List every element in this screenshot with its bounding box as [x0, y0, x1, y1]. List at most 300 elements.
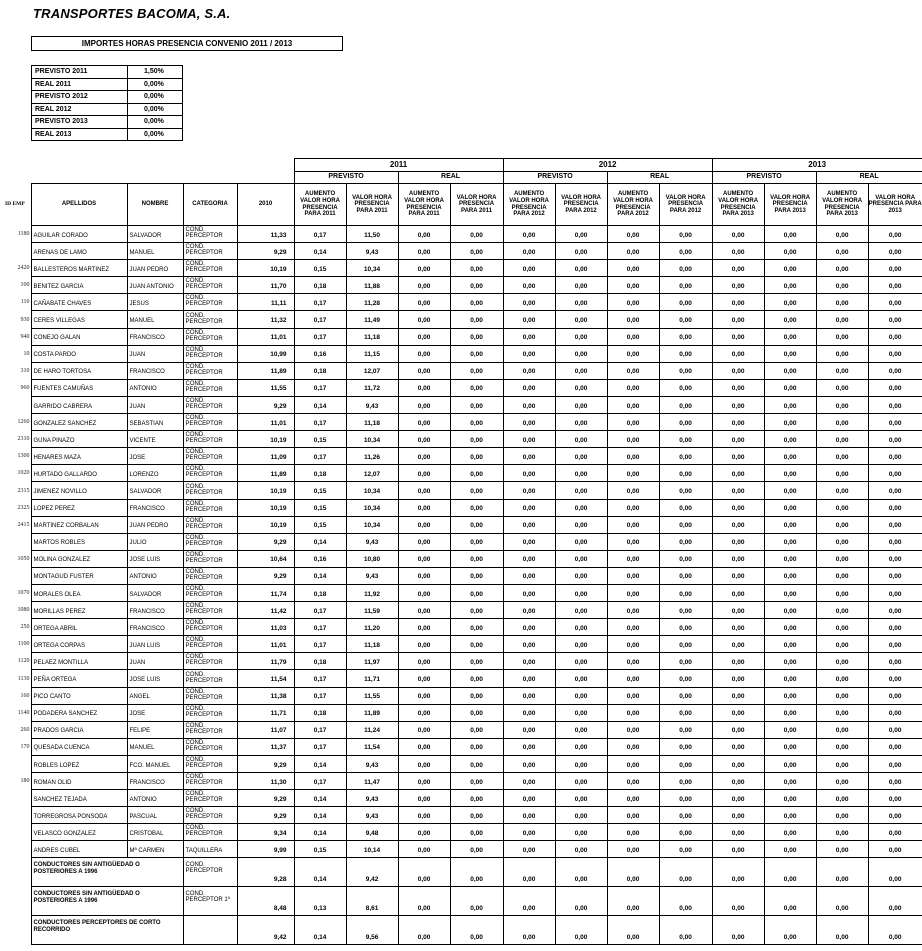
- nombre-cell: MANUEL: [127, 243, 183, 260]
- table-row: [5, 431, 922, 448]
- zero-value-cell: 0,00: [764, 499, 816, 516]
- categoria-cell: COND. PERCEPTOR: [183, 465, 237, 482]
- zero-value-cell: 0,00: [659, 294, 712, 311]
- categoria-cell: COND. PERCEPTOR: [183, 533, 237, 550]
- zero-value-cell: 0,00: [398, 841, 450, 858]
- base-2010-cell: 11,54: [237, 670, 294, 687]
- apellidos-cell: HENARES MAZA: [31, 448, 127, 465]
- zero-value-cell: 0,00: [712, 704, 764, 721]
- valor-2011-cell: 9,43: [346, 567, 398, 584]
- zero-value-cell: 0,00: [868, 260, 922, 277]
- zero-value-cell: 0,00: [398, 465, 450, 482]
- zero-value-cell: 0,00: [450, 790, 503, 807]
- zero-value-cell: 0,00: [816, 755, 868, 772]
- zero-value-cell: 0,00: [659, 482, 712, 499]
- zero-value-cell: 0,00: [659, 773, 712, 790]
- valor-2011-cell: 9,43: [346, 533, 398, 550]
- employee-id: 960: [20, 384, 30, 391]
- value-column-header: VALOR HORA PRESENCIA PARA 2012: [659, 184, 712, 226]
- zero-value-cell: 0,00: [868, 738, 922, 755]
- zero-value-cell: 0,00: [764, 516, 816, 533]
- categoria-cell: COND. PERCEPTOR: [183, 807, 237, 824]
- table-row: [5, 841, 922, 858]
- base-2010-cell: 9,29: [237, 533, 294, 550]
- zero-value-cell: 0,00: [659, 499, 712, 516]
- base-2010-cell: 11,01: [237, 328, 294, 345]
- categoria-cell: COND. PERCEPTOR: [183, 260, 237, 277]
- apellidos-cell: TORREGROSA PONSODA: [31, 807, 127, 824]
- valor-2011-cell: 11,18: [346, 636, 398, 653]
- zero-value-cell: 0,00: [607, 533, 659, 550]
- zero-value-cell: 0,00: [398, 448, 450, 465]
- zero-value-cell: 0,00: [398, 916, 450, 945]
- zero-value-cell: 0,00: [816, 858, 868, 887]
- aumento-2011-cell: 0,17: [294, 602, 346, 619]
- apellidos-cell: CERES VILLEGAS: [31, 311, 127, 328]
- zero-value-cell: 0,00: [607, 602, 659, 619]
- zero-value-cell: 0,00: [503, 858, 555, 887]
- group-label-cell: CONDUCTORES SIN ANTIGÜEDAD O POSTERIORES A 1996: [31, 858, 183, 887]
- summary-table: [31, 65, 183, 141]
- zero-value-cell: 0,00: [450, 226, 503, 243]
- nombre-cell: JUAN LUIS: [127, 636, 183, 653]
- table-row: [5, 482, 922, 499]
- zero-value-cell: 0,00: [816, 448, 868, 465]
- zero-value-cell: 0,00: [764, 277, 816, 294]
- valor-2011-cell: 10,34: [346, 499, 398, 516]
- aumento-2011-cell: 0,14: [294, 807, 346, 824]
- zero-value-cell: 0,00: [607, 567, 659, 584]
- zero-value-cell: 0,00: [503, 916, 555, 945]
- employee-id: [5, 567, 31, 584]
- valor-2011-cell: 9,43: [346, 790, 398, 807]
- base-2010-cell: 11,55: [237, 379, 294, 396]
- nombre-cell: SALVADOR: [127, 584, 183, 601]
- employee-id: 1130: [17, 675, 30, 682]
- zero-value-cell: 0,00: [764, 755, 816, 772]
- apellidos-cell: MARTOS ROBLES: [31, 533, 127, 550]
- zero-value-cell: 0,00: [659, 790, 712, 807]
- zero-value-cell: 0,00: [712, 533, 764, 550]
- valor-2011-cell: 11,55: [346, 687, 398, 704]
- zero-value-cell: 0,00: [659, 243, 712, 260]
- zero-value-cell: 0,00: [398, 858, 450, 887]
- zero-value-cell: 0,00: [607, 396, 659, 413]
- zero-value-cell: 0,00: [659, 636, 712, 653]
- employee-id: 2415: [17, 521, 30, 528]
- zero-value-cell: 0,00: [764, 533, 816, 550]
- nombre-cell: FRANCISCO: [127, 773, 183, 790]
- valor-2011-cell: 11,28: [346, 294, 398, 311]
- zero-value-cell: 0,00: [816, 584, 868, 601]
- categoria-cell: COND. PERCEPTOR: [183, 602, 237, 619]
- zero-value-cell: 0,00: [712, 824, 764, 841]
- zero-value-cell: 0,00: [659, 602, 712, 619]
- zero-value-cell: 0,00: [503, 619, 555, 636]
- zero-value-cell: 0,00: [450, 824, 503, 841]
- table-row: [5, 414, 922, 431]
- summary-label: PREVISTO 2013: [32, 116, 128, 129]
- zero-value-cell: 0,00: [868, 448, 922, 465]
- zero-value-cell: 0,00: [712, 465, 764, 482]
- zero-value-cell: 0,00: [503, 841, 555, 858]
- aumento-2011-cell: 0,15: [294, 431, 346, 448]
- zero-value-cell: 0,00: [607, 226, 659, 243]
- table-row: [5, 653, 922, 670]
- zero-value-cell: 0,00: [607, 260, 659, 277]
- employee-id: 2315: [17, 487, 30, 494]
- value-column-header: AUMENTO VALOR HORA PRESENCIA PARA 2012: [503, 184, 555, 226]
- zero-value-cell: 0,00: [555, 226, 607, 243]
- aumento-2011-cell: 0,18: [294, 277, 346, 294]
- zero-value-cell: 0,00: [450, 396, 503, 413]
- zero-value-cell: 0,00: [764, 790, 816, 807]
- zero-value-cell: 0,00: [659, 277, 712, 294]
- zero-value-cell: 0,00: [764, 431, 816, 448]
- zero-value-cell: 0,00: [555, 602, 607, 619]
- zero-value-cell: 0,00: [503, 465, 555, 482]
- zero-value-cell: 0,00: [868, 790, 922, 807]
- zero-value-cell: 0,00: [607, 653, 659, 670]
- zero-value-cell: 0,00: [450, 499, 503, 516]
- valor-2011-cell: 10,80: [346, 550, 398, 567]
- zero-value-cell: 0,00: [868, 277, 922, 294]
- categoria-cell: COND. PERCEPTOR: [183, 755, 237, 772]
- apellidos-cell: CONEJO GALAN: [31, 328, 127, 345]
- zero-value-cell: 0,00: [868, 824, 922, 841]
- apellidos-cell: GARRIDO CABRERA: [31, 396, 127, 413]
- zero-value-cell: 0,00: [764, 328, 816, 345]
- base-2010-cell: 11,37: [237, 738, 294, 755]
- group-row: [5, 887, 922, 916]
- zero-value-cell: 0,00: [555, 790, 607, 807]
- base-2010-cell: 11,01: [237, 414, 294, 431]
- zero-value-cell: 0,00: [607, 362, 659, 379]
- zero-value-cell: 0,00: [712, 550, 764, 567]
- base-2010-cell: 9,29: [237, 807, 294, 824]
- zero-value-cell: 0,00: [503, 636, 555, 653]
- zero-value-cell: 0,00: [659, 226, 712, 243]
- zero-value-cell: 0,00: [816, 653, 868, 670]
- zero-value-cell: 0,00: [450, 567, 503, 584]
- zero-value-cell: 0,00: [555, 738, 607, 755]
- zero-value-cell: 0,00: [712, 379, 764, 396]
- zero-value-cell: 0,00: [555, 636, 607, 653]
- zero-value-cell: 0,00: [816, 516, 868, 533]
- zero-value-cell: 0,00: [868, 704, 922, 721]
- zero-value-cell: 0,00: [816, 567, 868, 584]
- zero-value-cell: 0,00: [398, 414, 450, 431]
- zero-value-cell: 0,00: [816, 636, 868, 653]
- zero-value-cell: 0,00: [555, 243, 607, 260]
- zero-value-cell: 0,00: [398, 277, 450, 294]
- aumento-2011-cell: 0,14: [294, 858, 346, 887]
- zero-value-cell: 0,00: [764, 773, 816, 790]
- categoria-cell: COND. PERCEPTOR: [183, 396, 237, 413]
- categoria-cell: COND. PERCEPTOR: [183, 619, 237, 636]
- base-2010-cell: 9,29: [237, 790, 294, 807]
- employee-id: 1100: [17, 641, 30, 648]
- apellidos-cell: PRADOS GARCIA: [31, 721, 127, 738]
- zero-value-cell: 0,00: [816, 499, 868, 516]
- zero-value-cell: 0,00: [868, 584, 922, 601]
- table-row: [5, 345, 922, 362]
- categoria-cell: COND. PERCEPTOR: [183, 414, 237, 431]
- zero-value-cell: 0,00: [398, 345, 450, 362]
- group-label-cell: CONDUCTORES SIN ANTIGÜEDAD O POSTERIORES A 1996: [31, 887, 183, 916]
- apellidos-cell: COSTA PARDO: [31, 345, 127, 362]
- presence-hours-table: [5, 158, 922, 945]
- zero-value-cell: 0,00: [868, 226, 922, 243]
- zero-value-cell: 0,00: [868, 721, 922, 738]
- aumento-2011-cell: 0,17: [294, 414, 346, 431]
- zero-value-cell: 0,00: [503, 243, 555, 260]
- zero-value-cell: 0,00: [503, 260, 555, 277]
- nombre-cell: CRISTOBAL: [127, 824, 183, 841]
- nombre-cell: JUAN: [127, 396, 183, 413]
- zero-value-cell: 0,00: [398, 807, 450, 824]
- zero-value-cell: 0,00: [450, 858, 503, 887]
- table-row: [5, 362, 922, 379]
- zero-value-cell: 0,00: [868, 516, 922, 533]
- valor-2011-cell: 9,43: [346, 243, 398, 260]
- employee-id: [5, 807, 31, 824]
- zero-value-cell: 0,00: [607, 721, 659, 738]
- zero-value-cell: 0,00: [398, 260, 450, 277]
- zero-value-cell: 0,00: [764, 602, 816, 619]
- categoria-cell: COND. PERCEPTOR: [183, 790, 237, 807]
- zero-value-cell: 0,00: [868, 345, 922, 362]
- zero-value-cell: 0,00: [503, 431, 555, 448]
- aumento-2011-cell: 0,17: [294, 687, 346, 704]
- valor-2011-cell: 10,34: [346, 516, 398, 533]
- zero-value-cell: 0,00: [764, 619, 816, 636]
- aumento-2011-cell: 0,14: [294, 567, 346, 584]
- zero-value-cell: 0,00: [555, 755, 607, 772]
- zero-value-cell: 0,00: [503, 328, 555, 345]
- base-2010-cell: 10,19: [237, 431, 294, 448]
- valor-2011-cell: 11,89: [346, 704, 398, 721]
- zero-value-cell: 0,00: [659, 916, 712, 945]
- zero-value-cell: 0,00: [712, 243, 764, 260]
- employee-id: 1180: [17, 231, 30, 238]
- zero-value-cell: 0,00: [555, 465, 607, 482]
- zero-value-cell: 0,00: [555, 619, 607, 636]
- nombre-cell: FRANCISCO: [127, 499, 183, 516]
- zero-value-cell: 0,00: [816, 738, 868, 755]
- base-2010-cell: 11,38: [237, 687, 294, 704]
- zero-value-cell: 0,00: [868, 550, 922, 567]
- zero-value-cell: 0,00: [868, 431, 922, 448]
- aumento-2011-cell: 0,17: [294, 311, 346, 328]
- company-title: TRANSPORTES BACOMA, S.A.: [33, 6, 231, 21]
- zero-value-cell: 0,00: [712, 328, 764, 345]
- value-column-header: VALOR HORA PRESENCIA PARA 2011: [450, 184, 503, 226]
- zero-value-cell: 0,00: [816, 260, 868, 277]
- nombre-cell: FRANCISCO: [127, 619, 183, 636]
- zero-value-cell: 0,00: [555, 824, 607, 841]
- zero-value-cell: 0,00: [450, 887, 503, 916]
- zero-value-cell: 0,00: [555, 567, 607, 584]
- zero-value-cell: 0,00: [868, 602, 922, 619]
- categoria-cell: COND. PERCEPTOR: [183, 550, 237, 567]
- previsto-2013-header: PREVISTO: [712, 172, 816, 184]
- zero-value-cell: 0,00: [555, 721, 607, 738]
- table-row: [5, 704, 922, 721]
- aumento-2011-cell: 0,15: [294, 841, 346, 858]
- zero-value-cell: 0,00: [398, 824, 450, 841]
- aumento-2011-cell: 0,17: [294, 379, 346, 396]
- base-2010-cell: 11,42: [237, 602, 294, 619]
- table-row: [5, 738, 922, 755]
- zero-value-cell: 0,00: [816, 841, 868, 858]
- zero-value-cell: 0,00: [816, 362, 868, 379]
- employee-id: 2310: [17, 436, 30, 443]
- zero-value-cell: 0,00: [450, 345, 503, 362]
- zero-value-cell: 0,00: [555, 807, 607, 824]
- zero-value-cell: 0,00: [607, 465, 659, 482]
- zero-value-cell: 0,00: [659, 704, 712, 721]
- year-header-2011: 2011: [294, 159, 503, 172]
- zero-value-cell: 0,00: [450, 738, 503, 755]
- zero-value-cell: 0,00: [450, 636, 503, 653]
- zero-value-cell: 0,00: [764, 567, 816, 584]
- summary-label: PREVISTO 2012: [32, 91, 128, 104]
- zero-value-cell: 0,00: [450, 431, 503, 448]
- value-column-header: AUMENTO VALOR HORA PRESENCIA PARA 2011: [294, 184, 346, 226]
- zero-value-cell: 0,00: [607, 414, 659, 431]
- zero-value-cell: 0,00: [607, 636, 659, 653]
- zero-value-cell: 0,00: [607, 619, 659, 636]
- categoria-cell: COND. PERCEPTOR: [183, 431, 237, 448]
- zero-value-cell: 0,00: [659, 448, 712, 465]
- zero-value-cell: 0,00: [816, 773, 868, 790]
- zero-value-cell: 0,00: [398, 602, 450, 619]
- report-subtitle: IMPORTES HORAS PRESENCIA CONVENIO 2011 / 2013: [31, 36, 343, 51]
- employee-id: 1020: [17, 470, 30, 477]
- table-row: [5, 328, 922, 345]
- zero-value-cell: 0,00: [868, 533, 922, 550]
- apellidos-cell: JIMENEZ NOVILLO: [31, 482, 127, 499]
- table-row: [5, 465, 922, 482]
- zero-value-cell: 0,00: [816, 550, 868, 567]
- valor-2011-cell: 11,50: [346, 226, 398, 243]
- value-column-header: AUMENTO VALOR HORA PRESENCIA PARA 2013: [712, 184, 764, 226]
- aumento-2011-cell: 0,18: [294, 653, 346, 670]
- zero-value-cell: 0,00: [659, 584, 712, 601]
- table-row: [5, 448, 922, 465]
- employee-id: 1080: [17, 607, 30, 614]
- zero-value-cell: 0,00: [503, 653, 555, 670]
- zero-value-cell: 0,00: [398, 294, 450, 311]
- apellidos-cell: PELAEZ MONTILLA: [31, 653, 127, 670]
- zero-value-cell: 0,00: [503, 704, 555, 721]
- zero-value-cell: 0,00: [555, 653, 607, 670]
- zero-value-cell: 0,00: [659, 807, 712, 824]
- employee-id: [5, 824, 31, 841]
- zero-value-cell: 0,00: [398, 887, 450, 916]
- zero-value-cell: 0,00: [607, 887, 659, 916]
- zero-value-cell: 0,00: [712, 841, 764, 858]
- table-row: [5, 533, 922, 550]
- aumento-2011-cell: 0,14: [294, 790, 346, 807]
- zero-value-cell: 0,00: [764, 362, 816, 379]
- zero-value-cell: 0,00: [555, 379, 607, 396]
- zero-value-cell: 0,00: [555, 448, 607, 465]
- zero-value-cell: 0,00: [450, 362, 503, 379]
- base-2010-cell: 9,29: [237, 755, 294, 772]
- zero-value-cell: 0,00: [503, 482, 555, 499]
- zero-value-cell: 0,00: [868, 858, 922, 887]
- zero-value-cell: 0,00: [607, 499, 659, 516]
- zero-value-cell: 0,00: [450, 260, 503, 277]
- summary-row: [32, 128, 183, 141]
- zero-value-cell: 0,00: [555, 887, 607, 916]
- base-2010-cell: 8,48: [237, 887, 294, 916]
- employee-id: 1140: [17, 709, 30, 716]
- zero-value-cell: 0,00: [607, 448, 659, 465]
- base-2010-cell: 10,19: [237, 482, 294, 499]
- zero-value-cell: 0,00: [712, 653, 764, 670]
- zero-value-cell: 0,00: [712, 345, 764, 362]
- nombre-cell: JOSE LUIS: [127, 670, 183, 687]
- zero-value-cell: 0,00: [607, 738, 659, 755]
- table-row: [5, 755, 922, 772]
- previsto-2011-header: PREVISTO: [294, 172, 398, 184]
- valor-2011-cell: 11,49: [346, 311, 398, 328]
- zero-value-cell: 0,00: [764, 704, 816, 721]
- zero-value-cell: 0,00: [816, 243, 868, 260]
- zero-value-cell: 0,00: [868, 311, 922, 328]
- summary-row: [32, 66, 183, 79]
- zero-value-cell: 0,00: [659, 362, 712, 379]
- summary-value: 0,00%: [128, 116, 183, 129]
- categoria-cell: COND. PERCEPTOR: [183, 773, 237, 790]
- zero-value-cell: 0,00: [816, 887, 868, 916]
- zero-value-cell: 0,00: [712, 448, 764, 465]
- zero-value-cell: 0,00: [450, 448, 503, 465]
- aumento-2011-cell: 0,15: [294, 482, 346, 499]
- zero-value-cell: 0,00: [503, 516, 555, 533]
- aumento-2011-cell: 0,14: [294, 824, 346, 841]
- zero-value-cell: 0,00: [764, 294, 816, 311]
- zero-value-cell: 0,00: [764, 738, 816, 755]
- aumento-2011-cell: 0,17: [294, 448, 346, 465]
- apellidos-cell: ROMAN OLID: [31, 773, 127, 790]
- categoria-cell: [183, 916, 237, 945]
- employee-id: 1260: [17, 419, 30, 426]
- zero-value-cell: 0,00: [503, 807, 555, 824]
- zero-value-cell: 0,00: [607, 311, 659, 328]
- zero-value-cell: 0,00: [503, 499, 555, 516]
- aumento-2011-cell: 0,15: [294, 516, 346, 533]
- zero-value-cell: 0,00: [659, 414, 712, 431]
- zero-value-cell: 0,00: [712, 499, 764, 516]
- zero-value-cell: 0,00: [764, 311, 816, 328]
- table-row: [5, 636, 922, 653]
- zero-value-cell: 0,00: [816, 916, 868, 945]
- zero-value-cell: 0,00: [555, 294, 607, 311]
- table-row: [5, 516, 922, 533]
- zero-value-cell: 0,00: [816, 396, 868, 413]
- zero-value-cell: 0,00: [816, 226, 868, 243]
- group-row: [5, 916, 922, 945]
- zero-value-cell: 0,00: [607, 916, 659, 945]
- apellidos-cell: MORILLAS PEREZ: [31, 602, 127, 619]
- zero-value-cell: 0,00: [607, 755, 659, 772]
- base-2010-cell: 9,29: [237, 567, 294, 584]
- base-2010-cell: 11,71: [237, 704, 294, 721]
